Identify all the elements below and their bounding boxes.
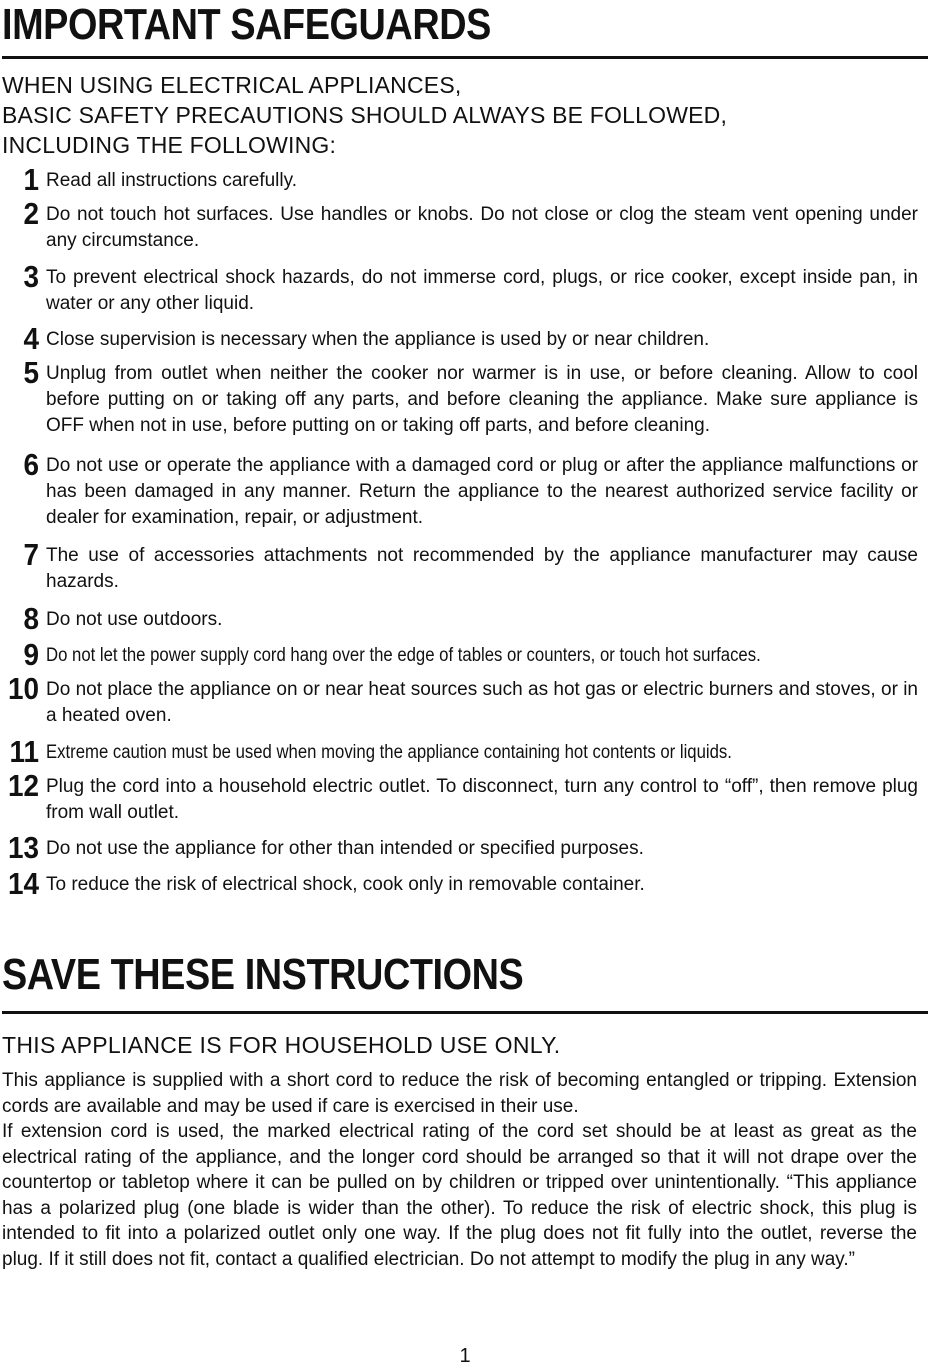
item-number: 6 (23, 447, 39, 482)
item-text: Do not let the power supply cord hang over the edge of tables or counters, or touch hot surfaces. (46, 645, 761, 666)
safeguard-item (0, 355, 918, 439)
safeguard-item (0, 601, 918, 636)
household-use-title: THIS APPLIANCE IS FOR HOUSEHOLD USE ONLY. (2, 1032, 561, 1058)
item-number: 14 (7, 866, 40, 901)
cord-paragraph: This appliance is supplied with a short cord to reduce the risk of becoming entangled or tripping. Extension cords are available and may be used if care is exercised in their use. (2, 1070, 917, 1117)
page-number: 1 (459, 1345, 471, 1367)
safeguard-item (0, 637, 918, 672)
item-text: Close supervision is necessary when the appliance is used by or near children. (46, 329, 710, 350)
save-instructions-heading: SAVE THESE INSTRUCTIONS (2, 950, 524, 999)
safeguard-item (0, 866, 918, 901)
item-text: Do not use or operate the appliance with a damaged cord or plug or after the appliance malfunctions or has been damaged in any manner. Return the appliance to the nearest authorized service facility or dealer for examination, repair, or adjustment. (46, 455, 918, 528)
item-text: Do not place the appliance on or near heat sources such as hot gas or electric burners and stoves, or in a heated oven. (46, 679, 918, 726)
item-text: To reduce the risk of electrical shock, cook only in removable container. (46, 874, 645, 895)
item-text: To prevent electrical shock hazards, do not immerse cord, plugs, or rice cooker, except inside pan, in water or any other liquid. (46, 267, 918, 314)
item-number: 4 (23, 321, 39, 356)
extension-cord-paragraph: If extension cord is used, the marked electrical rating of the cord set should be at least as great as the electrical rating of the appliance, and the longer cord should be arranged so that it will not drape over the countertop or tabletop where it can be pulled on by children or tripped over unintentionally. “This appliance has a polarized plug (one blade is wider than the other). To reduce the risk of electric shock, this plug is intended to fit into a polarized outlet only one way. If the plug does not fit fully into the outlet, reverse the plug. If it still does not fit, contact a qualified electrician. Do not attempt to modify the plug in any way.” (2, 1121, 917, 1270)
item-number: 3 (23, 259, 39, 294)
item-text: Plug the cord into a household electric outlet. To disconnect, turn any control to “off”, then remove plug from wall outlet. (46, 776, 918, 823)
safeguard-item (0, 196, 918, 254)
item-text: Extreme caution must be used when moving the appliance containing hot contents or liquids. (46, 742, 732, 763)
safeguard-item (0, 321, 918, 356)
safeguard-item (0, 537, 918, 595)
item-number: 1 (23, 162, 39, 197)
intro-line: BASIC SAFETY PRECAUTIONS SHOULD ALWAYS BE FOLLOWED, (2, 102, 728, 128)
item-number: 5 (23, 355, 39, 390)
important-safeguards-heading: IMPORTANT SAFEGUARDS (2, 0, 491, 49)
item-number: 11 (9, 734, 39, 769)
item-number: 8 (23, 601, 39, 636)
safeguard-item (0, 447, 918, 531)
heading-divider (2, 56, 928, 59)
item-text: Do not touch hot surfaces. Use handles or knobs. Do not close or clog the steam vent opening under any circumstance. (46, 204, 918, 251)
item-text: The use of accessories attachments not recommended by the appliance manufacturer may cause hazards. (46, 545, 918, 592)
item-number: 10 (7, 671, 40, 706)
item-number: 13 (7, 830, 40, 865)
intro-line: WHEN USING ELECTRICAL APPLIANCES, (2, 72, 462, 98)
item-number: 12 (7, 768, 40, 803)
item-number: 2 (23, 196, 39, 231)
safeguards-list (0, 162, 930, 901)
safeguard-item (0, 830, 918, 865)
item-text: Do not use the appliance for other than intended or specified purposes. (46, 838, 644, 859)
safeguard-item (0, 259, 918, 317)
heading-divider (2, 1011, 928, 1014)
item-text: Unplug from outlet when neither the cooker nor warmer is in use, or before cleaning. Allow to cool before putting on or taking off any parts, and before cleaning the appliance. Make sure appliance is OFF when not in use, before putting on or taking off parts, and before cleaning. (46, 363, 918, 436)
intro-statement (2, 70, 727, 160)
item-text: Read all instructions carefully. (46, 170, 297, 191)
safeguard-item (0, 734, 918, 769)
safeguard-item (0, 162, 918, 197)
intro-line: INCLUDING THE FOLLOWING: (2, 132, 337, 158)
item-text: Do not use outdoors. (46, 609, 223, 630)
item-number: 7 (23, 537, 39, 572)
safeguard-item (0, 768, 918, 826)
safeguard-item (0, 671, 918, 729)
item-number: 9 (23, 637, 39, 672)
